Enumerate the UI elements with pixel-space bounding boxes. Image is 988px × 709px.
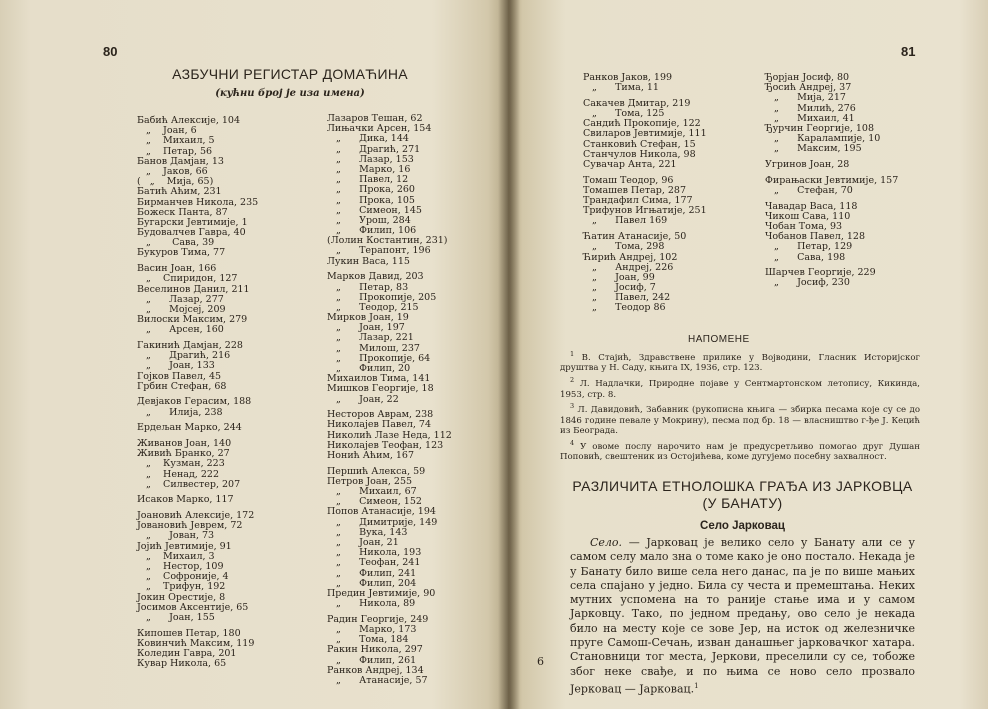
register-entry: „ Теодор, 215: [327, 301, 419, 313]
page-number: 80: [103, 44, 118, 59]
register-entry: Вилоски Максим, 279: [137, 314, 248, 326]
footnotes: [560, 349, 920, 464]
article-body: [570, 536, 915, 697]
register-entry: Јоановић Алексије, 172: [137, 510, 255, 522]
register-entry: „ Јосиф, 7: [583, 282, 656, 294]
signature-mark: 6: [537, 655, 544, 668]
footnote: [560, 349, 920, 374]
register-entry: „ Драгић, 216: [137, 350, 231, 362]
register-entry: „ Прокопије, 205: [327, 291, 437, 303]
register-entry: Бирманчев Никола, 235: [137, 196, 259, 208]
register-entry: Николајев Павел, 74: [327, 419, 431, 431]
register-entry: „ Тома, 184: [327, 634, 409, 646]
register-entry: „ Јоан, 6: [137, 125, 197, 137]
register-entry: Мирков Јоан, 19: [327, 312, 409, 324]
footnote-number: 4: [570, 438, 575, 447]
register-entry: Живанов Јоан, 140: [137, 437, 232, 449]
article-paragraph: [570, 536, 915, 697]
register-entry: Јокин Орестије, 8: [137, 591, 226, 603]
register-entry: Николајев Теофан, 123: [327, 439, 444, 451]
register-entry: „ Милић, 276: [765, 102, 856, 114]
register-entry: „ Павел, 12: [327, 174, 409, 186]
register-entry: Лазаров Тешан, 62: [327, 113, 423, 124]
section-title: Село Јарковац: [700, 520, 785, 532]
register-entry: Васин Јоан, 166: [137, 263, 217, 275]
register-entry: „ Тома, 125: [583, 108, 665, 120]
footnote-number: 3: [570, 402, 575, 411]
register-entry: Чикош Сава, 110: [765, 210, 851, 222]
register-entry: „ Арсен, 160: [137, 324, 224, 336]
register-entry: Свиларов Јевтимије, 111: [583, 128, 707, 140]
register-entry: Угринов Јоан, 28: [765, 159, 850, 170]
footnote-text: У овоме послу нарочито нам је предусретљиво помогао друг Душан Поповић, свештеник из Остојићева, коме дугујемо посебну захвалност.: [560, 441, 920, 463]
register-entry: Ковинчић Максим, 119: [137, 637, 255, 649]
register-entry: „ Нестор, 109: [137, 561, 224, 572]
register-entry: Лукин Васа, 115: [327, 255, 410, 267]
register-entry: „ Марко, 16: [327, 163, 411, 175]
register-entry: „ Димитрије, 149: [327, 516, 438, 528]
register-entry: „ Филип, 241: [327, 567, 417, 579]
register-entry: „ Илија, 238: [137, 406, 223, 418]
register-entry: Бабић Алексије, 104: [137, 115, 241, 126]
footnote-number: 2: [570, 376, 575, 385]
footnote-number: 1: [570, 350, 575, 358]
notes-heading: НАПОМЕНЕ: [688, 334, 750, 345]
register-entry: Станчулов Никола, 98: [583, 148, 696, 160]
register-entry: Ћирић Андреј, 102: [583, 251, 678, 263]
register-entry: Бугарски Јевтимије, 1: [137, 216, 248, 228]
register-entry: Сандић Прокопије, 122: [583, 118, 701, 130]
register-entry: Чобанов Павел, 128: [765, 231, 865, 243]
register-title: АЗБУЧНИ РЕГИСТАР ДОМАЋИНА: [172, 66, 408, 82]
register-entry: „ Павел 169: [583, 215, 668, 227]
register-entry: Чобан Тома, 93: [765, 220, 843, 232]
footnote: [560, 438, 920, 463]
register-entry: „ Марко, 173: [327, 624, 417, 635]
register-entry: „ Мија, 217: [765, 92, 846, 104]
footnote: [560, 375, 920, 400]
register-column-1: [137, 116, 258, 669]
register-entry: „ Михаил, 5: [137, 135, 215, 147]
register-entry: „ Петар, 56: [137, 145, 213, 157]
register-entry: „ Максим, 195: [765, 143, 862, 155]
footnote-text: Л. Надлачки, Природне појаве у Сентмартонском летопису, Кикинда, 1953, стр. 8.: [560, 378, 920, 400]
register-entry: Шарчев Георгије, 229: [765, 267, 876, 279]
register-entry: „ Јоан, 99: [583, 271, 655, 283]
register-entry: „ Јосиф, 230: [765, 277, 850, 289]
register-entry: „ Терапонт, 196: [327, 245, 431, 257]
register-entry: „ Јоан, 133: [137, 360, 215, 372]
register-entry: Батић Аћим, 231: [137, 186, 222, 198]
register-entry: Будовалчев Гавра, 40: [137, 227, 246, 239]
register-entry: Ђосић Андреј, 37: [765, 82, 852, 94]
register-entry: „ Петар, 129: [765, 241, 853, 253]
register-entry: Ћатин Атанасије, 50: [583, 231, 687, 243]
register-entry: Попов Атанасије, 194: [327, 506, 436, 518]
register-entry: „ Андреј, 226: [583, 261, 674, 273]
register-entry: Трифунов Игњатије, 251: [583, 205, 707, 217]
register-entry: „ Јоан, 155: [137, 611, 215, 623]
register-column-2: [327, 114, 452, 686]
register-entry: Марков Давид, 203: [327, 271, 424, 283]
register-entry: Мишков Георгије, 18: [327, 383, 434, 395]
register-entry: „ Никола, 89: [327, 598, 416, 610]
register-entry: „ Урош, 284: [327, 214, 411, 226]
register-entry: Михаилов Тима, 141: [327, 373, 431, 385]
register-entry: Грбин Стефан, 68: [137, 380, 227, 392]
register-entry: „ Симеон, 145: [327, 204, 422, 216]
register-entry: Јосимов Аксентије, 65: [137, 601, 249, 613]
register-entry: „ Филип, 106: [327, 225, 417, 237]
register-entry: Ранков Андреј, 134: [327, 664, 424, 676]
register-entry: Першић Алекса, 59: [327, 465, 426, 477]
register-entry: Банов Дамјан, 13: [137, 155, 224, 167]
register-entry: „ Јован, 73: [137, 530, 215, 542]
register-entry: „ Петар, 83: [327, 281, 409, 293]
register-entry: „ Теодор 86: [583, 302, 666, 314]
register-entry: „ Јоан, 22: [327, 393, 399, 405]
register-entry: „ Сава, 39: [137, 237, 215, 249]
register-entry: „ Јаков, 66: [137, 165, 208, 177]
register-entry: „ Михаил, 3: [137, 550, 215, 562]
register-entry: „ Филип, 261: [327, 654, 417, 666]
register-entry: „ Вука, 143: [327, 526, 408, 538]
register-entry: „ Прока, 105: [327, 194, 415, 206]
register-entry: Чавадар Васа, 118: [765, 200, 858, 212]
article-title-line-2: (У БАНАТУ): [702, 495, 783, 511]
register-entry: „ Софроније, 4: [137, 571, 229, 583]
book-gutter: [498, 0, 520, 709]
register-entry: Гојков Павел, 45: [137, 370, 222, 382]
register-entry: „ Јоан, 197: [327, 322, 405, 334]
register-column-4: [765, 73, 898, 289]
register-entry: Исаков Марко, 117: [137, 494, 234, 506]
register-entry: „ Сава, 198: [765, 251, 846, 263]
register-entry: Јојић Јевтимије, 91: [137, 540, 232, 552]
article-title-line-1: РАЗЛИЧИТА ЕТНОЛОШКА ГРАЂА ИЗ ЈАРКОВЦА: [572, 478, 913, 494]
register-entry: „ Лазар, 277: [137, 293, 224, 305]
note-marker: 1: [694, 681, 699, 690]
footnote: [560, 401, 920, 437]
register-entry: „ Прокопије, 64: [327, 352, 431, 364]
register-entry: „ Никола, 193: [327, 547, 422, 559]
register-entry: Предин Јевтимије, 90: [327, 587, 436, 599]
register-entry: „ Спиридон, 127: [137, 273, 238, 285]
register-entry: Томашев Петар, 287: [583, 184, 687, 196]
register-entry: „ Дика, 144: [327, 133, 409, 145]
register-entry: Радин Георгије, 249: [327, 613, 429, 625]
register-entry: Сакачев Дмитар, 219: [583, 97, 691, 109]
register-entry: Јовановић Јеврем, 72: [137, 520, 243, 532]
register-entry: ( „ Мија, 65): [137, 176, 214, 188]
register-entry: Ракин Никола, 297: [327, 644, 423, 656]
register-entry: „ Силвестер, 207: [137, 478, 241, 490]
register-entry: „ Тома, 298: [583, 241, 665, 253]
register-column-3: [583, 73, 707, 314]
register-entry: Ђурчин Георгије, 108: [765, 122, 874, 134]
register-entry: „ Лазар, 221: [327, 332, 414, 344]
register-entry: „ Павел, 242: [583, 292, 671, 304]
register-entry: „ Драгић, 271: [327, 143, 421, 155]
register-entry: „ Прока, 260: [327, 184, 415, 196]
register-entry: „ Милош, 237: [327, 342, 420, 354]
register-subtitle: (кућни број је иза имена): [215, 88, 365, 99]
register-entry: „ Стефан, 70: [765, 184, 853, 196]
register-entry: „ Тима, 11: [583, 82, 659, 94]
paragraph-text: — Јарковац је велико село у Банату али се у самом селу мало зна о томе како је оно постало. Некада је у Банату било више села него данас, па је по више мањих села спајано у једно. Била су честа и премештања. Неких мутних успомена на то раније стање има и у самом Јарковцу. Тако, по једном предању, ово село је некада било на месту које се зове Јер, на исток од железничке пруге Самош-Сечањ, изван данашњег јарковачког хатара. Становници тог места, Јеркови, преселили су се, тобоже због неке свађе, и по њима се ново село прозвало Јерковац — Јарковац.: [570, 536, 915, 696]
register-entry: Станковић Стефан, 15: [583, 138, 696, 150]
register-entry: „ Мојсеј, 209: [137, 303, 226, 315]
footnote-text: Л. Давидовић, Забавник (рукописна књига — збирка песама које су се до 1846 године певале у Мокрину), песма под бр. 18 — власништво г-ђе Ј. Кецић из Београда.: [560, 404, 920, 437]
register-entry: Трандафил Сима, 177: [583, 195, 693, 207]
register-entry: Нонић Аћим, 167: [327, 450, 415, 461]
register-entry: Букуров Тима, 77: [137, 247, 226, 259]
register-entry: (Лолин Костантин, 231): [327, 235, 448, 247]
article-title: [540, 478, 945, 512]
register-entry: Божеск Панта, 87: [137, 206, 228, 218]
register-entry: Ранков Јаков, 199: [583, 72, 673, 83]
register-entry: „ Михаил, 67: [327, 486, 417, 498]
register-entry: Ердељан Марко, 244: [137, 422, 242, 434]
register-entry: Сувачар Анта, 221: [583, 159, 677, 170]
page-number: 81: [901, 44, 916, 59]
register-entry: „ Кузман, 223: [137, 458, 225, 470]
register-entry: Веселинов Данил, 211: [137, 283, 250, 295]
register-entry: Кипошев Петар, 180: [137, 627, 241, 639]
register-entry: Живић Бранко, 27: [137, 448, 230, 460]
register-entry: Девјаков Герасим, 188: [137, 396, 252, 408]
register-entry: Николић Лазе Неда, 112: [327, 429, 452, 441]
register-entry: Ђорјан Јосиф, 80: [765, 72, 850, 83]
register-entry: Петров Јоан, 255: [327, 475, 413, 487]
register-entry: Лињачки Арсен, 154: [327, 123, 432, 135]
register-entry: „ Ненад, 222: [137, 468, 219, 480]
register-entry: „ Јоан, 21: [327, 537, 399, 548]
register-entry: „ Филип, 204: [327, 577, 417, 589]
register-entry: „ Филип, 20: [327, 363, 411, 374]
register-entry: „ Симеон, 152: [327, 496, 422, 508]
paragraph-lead: Село.: [590, 536, 623, 549]
register-entry: Кувар Никола, 65: [137, 658, 227, 670]
footnote-text: В. Стајић, Здравствене прилике у Војводини, Гласник Историјског друштва у Н. Саду, књига IX, 1936, стр. 123.: [560, 352, 920, 374]
register-entry: Несторов Аврам, 238: [327, 409, 434, 421]
register-entry: „ Михаил, 41: [765, 112, 855, 124]
register-entry: Фирањаски Јевтимије, 157: [765, 174, 899, 186]
register-entry: „ Атанасије, 57: [327, 674, 428, 686]
register-entry: „ Трифун, 192: [137, 581, 226, 593]
register-entry: Коледин Гавра, 201: [137, 648, 237, 659]
register-entry: Томаш Теодор, 96: [583, 174, 674, 186]
register-entry: „ Каралампије, 10: [765, 133, 881, 145]
register-entry: „ Лазар, 153: [327, 153, 414, 165]
register-entry: „ Теофан, 241: [327, 557, 421, 569]
register-entry: Гакинић Дамјан, 228: [137, 339, 243, 351]
